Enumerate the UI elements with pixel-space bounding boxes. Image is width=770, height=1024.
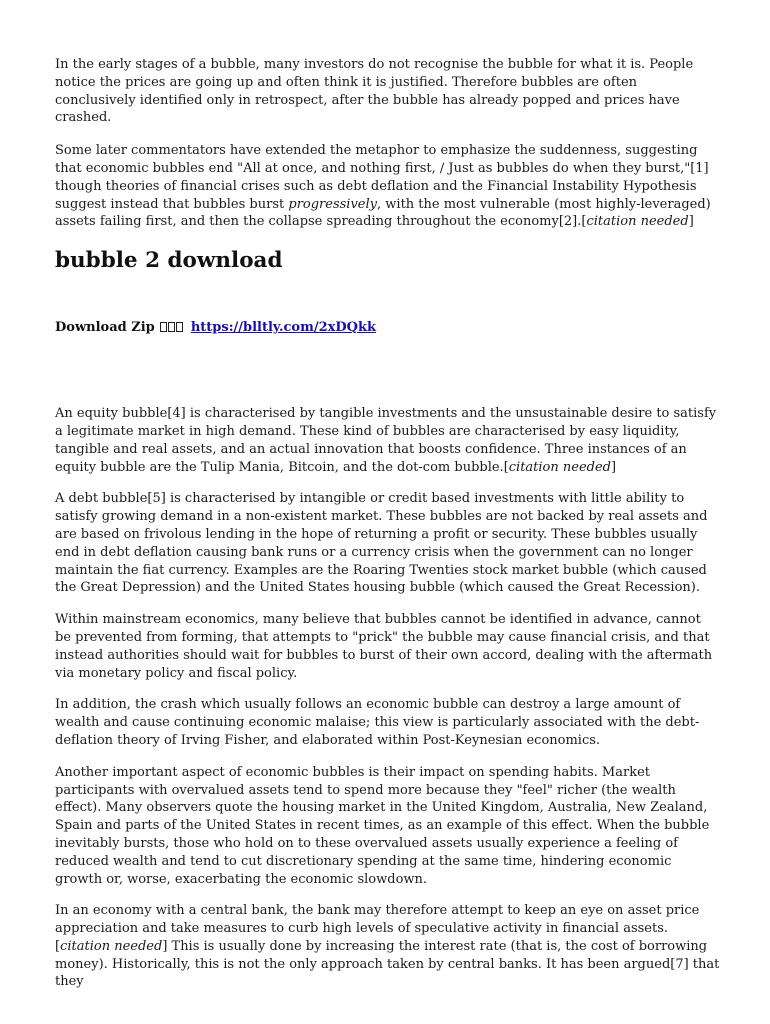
- missing-glyph-icon: [160, 319, 184, 337]
- paragraph-text: ] This is usually done by increasing the interest rate (that is, the cost of borrowing money). Historically, this is not the only approach taken by central banks. It has been argued[7] that they: [55, 938, 720, 990]
- paragraph-mainstream-economics: Within mainstream economics, many believe that bubbles cannot be identified in advance, cannot be prevented from forming, that attempts to "prick" the bubble may cause financial crisis, and that instead authorities should wait for bubbles to burst of their own accord, dealing with the aftermath via monetary policy and fiscal policy.: [55, 612, 713, 681]
- paragraph-text: ]: [611, 459, 617, 475]
- paragraph-text: An equity bubble[4] is characterised by tangible investments and the unsustainable desire to satisfy a legitimate market in high demand. These kind of bubbles are characterised by easy liquidity, tangible and real assets, and an actual innovation that boosts confidence. Three instances of an equity bubble are the Tulip Mania, Bitcoin, and the dot-com bubble.[: [55, 406, 717, 475]
- paragraph-text: Some later commentators have extended the metaphor to emphasize the suddenness, suggesting that economic bubbles end "All at once, and nothing first, / Just as bubbles do when they burst,"[1] though theories of financial crises such as debt deflation and the Financial Instability Hypothesis suggest instead that bubbles burst: [55, 143, 709, 212]
- paragraph-equity-bubble: [55, 405, 720, 476]
- paragraph-central-bank: [55, 902, 720, 991]
- paragraph-debt-bubble: A debt bubble[5] is characterised by intangible or credit based investments with little ability to satisfy growing demand in a non-existent market. These bubbles are not backed by real assets and are based on frivolous lending in the hope of returning a profit or security. These bubbles usually end in debt deflation causing bank runs or a currency crisis when the government can no longer maintain the fiat currency. Examples are the Roaring Twenties stock market bubble (which caused the Great Depression) and the United States housing bubble (which caused the Great Recession).: [55, 491, 708, 596]
- paragraph-crash-effects: In addition, the crash which usually follows an economic bubble can destroy a large amount of wealth and cause continuing economic malaise; this view is particularly associated with the debt-deflation theory of Irving Fisher, and elaborated within Post-Keynesian economics.: [55, 697, 700, 748]
- download-row: [55, 319, 720, 337]
- citation-needed: citation needed: [60, 938, 163, 954]
- article: [55, 56, 720, 1005]
- emphasis-text: progressively: [288, 196, 378, 212]
- download-link[interactable]: https://blltly.com/2xDQkk: [190, 320, 376, 336]
- paragraph-text: In an economy with a central bank, the bank may therefore attempt to keep an eye on asset price appreciation and take measures to curb high levels of speculative activity in financial assets.[: [55, 903, 700, 954]
- paragraph-bubble-metaphor: [55, 142, 720, 231]
- citation-needed: citation needed: [508, 459, 611, 475]
- page-heading: bubble 2 download: [55, 248, 283, 274]
- spacer: [55, 337, 720, 405]
- paragraph-text: ]: [688, 214, 694, 230]
- paragraph-bubble-recognition: In the early stages of a bubble, many investors do not recognise the bubble for what it is. People notice the prices are going up and often think it is justified. Therefore bubbles are often conclusively identified only in retrospect, after the bubble has already popped and prices have crashed.: [55, 57, 694, 126]
- paragraph-spending-habits: Another important aspect of economic bubbles is their impact on spending habits. Market participants with overvalued assets tend to spend more because they "feel" richer (the wealth effect). Many observers quote the housing market in the United Kingdom, Australia, New Zealand, Spain and parts of the United States in recent times, as an example of this effect. When the bubble inevitably bursts, those who hold on to these overvalued assets usually experience a feeling of reduced wealth and tend to cut discretionary spending at the same time, hindering economic growth or, worse, exacerbating the economic slowdown.: [55, 764, 710, 887]
- paragraph-text: , with the most vulnerable (most highly-leveraged) assets failing first, and then the collapse spreading throughout the economy[2].[: [55, 196, 711, 230]
- citation-needed: citation needed: [586, 214, 689, 230]
- download-label: Download Zip: [55, 320, 155, 336]
